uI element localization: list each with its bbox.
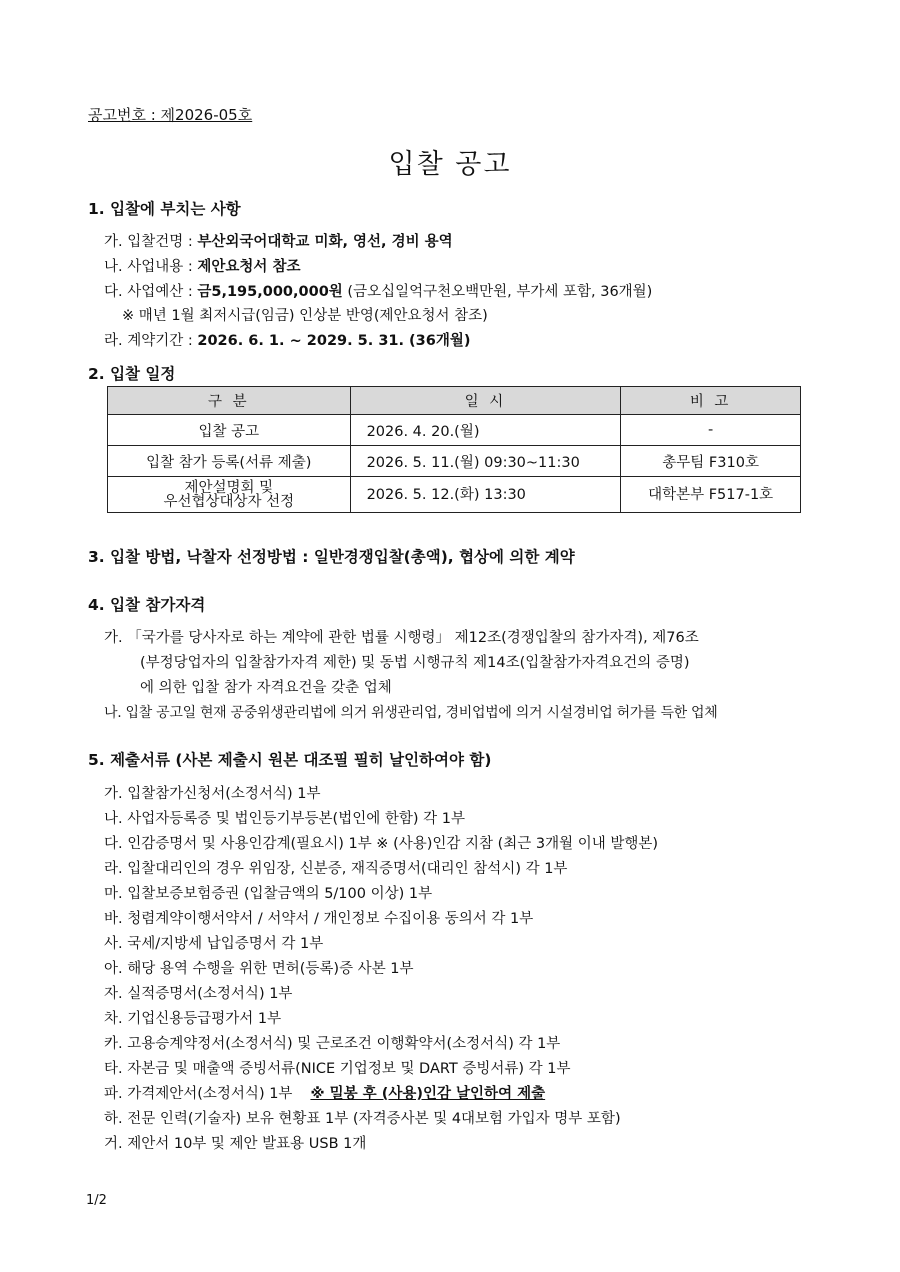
budget-detail: (금오십일억구천오백만원, 부가세 포함, 36개월) bbox=[342, 284, 653, 300]
contract-period-value: 2026. 6. 1. ~ 2029. 5. 31. (36개월) bbox=[197, 333, 471, 349]
budget-note: ※ 매년 1월 최저시급(임금) 인상분 반영(제안요청서 참조) bbox=[122, 308, 488, 324]
project-content-label: 나. 사업내용 : bbox=[104, 259, 198, 275]
list-item: 차. 기업신용등급평가서 1부 bbox=[104, 1011, 282, 1027]
budget-line bbox=[104, 280, 652, 301]
notice-number: 공고번호 : 제2026-05호 bbox=[88, 106, 253, 124]
bid-name-line bbox=[104, 230, 453, 251]
list-item: 사. 국세/지방세 납입증명서 각 1부 bbox=[104, 936, 324, 952]
qualification-line: (부정당업자의 입찰참가자격 제한) 및 동법 시행규칙 제14조(입찰참가자격요건의 증명) bbox=[140, 655, 690, 671]
list-item: 바. 청렴계약이행서약서 / 서약서 / 개인정보 수집이용 동의서 각 1부 bbox=[104, 911, 534, 927]
list-item: 마. 입찰보증보험증권 (입찰금액의 5/100 이상) 1부 bbox=[104, 886, 433, 902]
row-remarks: - bbox=[621, 415, 801, 446]
header-category: 구 분 bbox=[108, 387, 351, 415]
table-row bbox=[108, 477, 801, 513]
row-datetime: 2026. 4. 20.(월) bbox=[350, 415, 621, 446]
list-item: 거. 제안서 10부 및 제안 발표용 USB 1개 bbox=[104, 1136, 367, 1152]
qualification-line: 에 의한 입찰 참가 자격요건을 갖춘 업체 bbox=[140, 680, 392, 696]
table-row bbox=[108, 415, 801, 446]
project-content-line bbox=[104, 255, 300, 276]
row-datetime: 2026. 5. 12.(화) 13:30 bbox=[350, 477, 621, 513]
list-item: 가. 입찰참가신청서(소정서식) 1부 bbox=[104, 786, 321, 802]
budget-label: 다. 사업예산 : bbox=[104, 284, 198, 300]
row-datetime: 2026. 5. 11.(월) 09:30~11:30 bbox=[350, 446, 621, 477]
header-datetime: 일 시 bbox=[350, 387, 621, 415]
table-row bbox=[108, 446, 801, 477]
list-item bbox=[104, 1082, 545, 1103]
row-category-line1: 제안설명회 및 bbox=[184, 479, 274, 496]
bid-name-label: 가. 입찰건명 : bbox=[104, 234, 198, 250]
list-item: 다. 인감증명서 및 사용인감계(필요시) 1부 ※ (사용)인감 지참 (최근 3개월 이내 발행본) bbox=[104, 836, 659, 852]
section-4-heading: 4. 입찰 참가자격 bbox=[88, 596, 206, 614]
row-category-line2: 우선협상대상자 선정 bbox=[163, 493, 295, 510]
page-title: 입찰 공고 bbox=[388, 149, 512, 180]
row-category: 입찰 참가 등록(서류 제출) bbox=[108, 446, 351, 477]
list-item: 라. 입찰대리인의 경우 위임장, 신분증, 재직증명서(대리인 참석시) 각 1부 bbox=[104, 861, 568, 877]
list-item: 카. 고용승계약정서(소정서식) 및 근로조건 이행확약서(소정서식) 각 1부 bbox=[104, 1036, 561, 1052]
section-1-heading: 1. 입찰에 부치는 사항 bbox=[88, 200, 241, 218]
section-5-heading: 5. 제출서류 (사본 제출시 원본 대조필 필히 날인하여야 함) bbox=[88, 751, 492, 769]
qualification-line: 나. 입찰 공고일 현재 공중위생관리법에 의거 위생관리업, 경비업법에 의거 시설경비업 허가를 득한 업체 bbox=[104, 705, 718, 721]
schedule-table bbox=[107, 386, 801, 513]
list-item: 하. 전문 인력(기술자) 보유 현황표 1부 (자격증사본 및 4대보험 가입자 명부 포함) bbox=[104, 1111, 621, 1127]
contract-period-line bbox=[104, 329, 471, 350]
bid-name-value: 부산외국어대학교 미화, 영선, 경비 용역 bbox=[197, 234, 453, 250]
row-category bbox=[108, 477, 351, 513]
section-2-heading: 2. 입찰 일정 bbox=[88, 365, 176, 383]
list-item: 타. 자본금 및 매출액 증빙서류(NICE 기업정보 및 DART 증빙서류) 각 1부 bbox=[104, 1061, 571, 1077]
row-remarks: 총무팀 F310호 bbox=[621, 446, 801, 477]
list-item: 나. 사업자등록증 및 법인등기부등본(법인에 한함) 각 1부 bbox=[104, 811, 465, 827]
table-header-row bbox=[108, 387, 801, 415]
qualification-line: 가. 「국가를 당사자로 하는 계약에 관한 법률 시행령」 제12조(경쟁입찰의 참가자격), 제76조 bbox=[104, 630, 699, 646]
list-item: 아. 해당 용역 수행을 위한 면허(등록)증 사본 1부 bbox=[104, 961, 414, 977]
list-item: 자. 실적증명서(소정서식) 1부 bbox=[104, 986, 293, 1002]
contract-period-label: 라. 계약기간 : bbox=[104, 333, 198, 349]
header-remarks: 비 고 bbox=[621, 387, 801, 415]
row-category: 입찰 공고 bbox=[108, 415, 351, 446]
project-content-value: 제안요청서 참조 bbox=[197, 259, 301, 275]
sealing-note: ※ 밀봉 후 (사용)인감 날인하여 제출 bbox=[310, 1086, 546, 1102]
row-remarks: 대학본부 F517-1호 bbox=[621, 477, 801, 513]
budget-value: 금5,195,000,000원 bbox=[197, 284, 343, 300]
page-number: 1/2 bbox=[86, 1193, 107, 1208]
price-proposal-text: 파. 가격제안서(소정서식) 1부 bbox=[104, 1086, 293, 1102]
section-3-heading: 3. 입찰 방법, 낙찰자 선정방법 : 일반경쟁입찰(총액), 협상에 의한 계약 bbox=[88, 548, 575, 566]
